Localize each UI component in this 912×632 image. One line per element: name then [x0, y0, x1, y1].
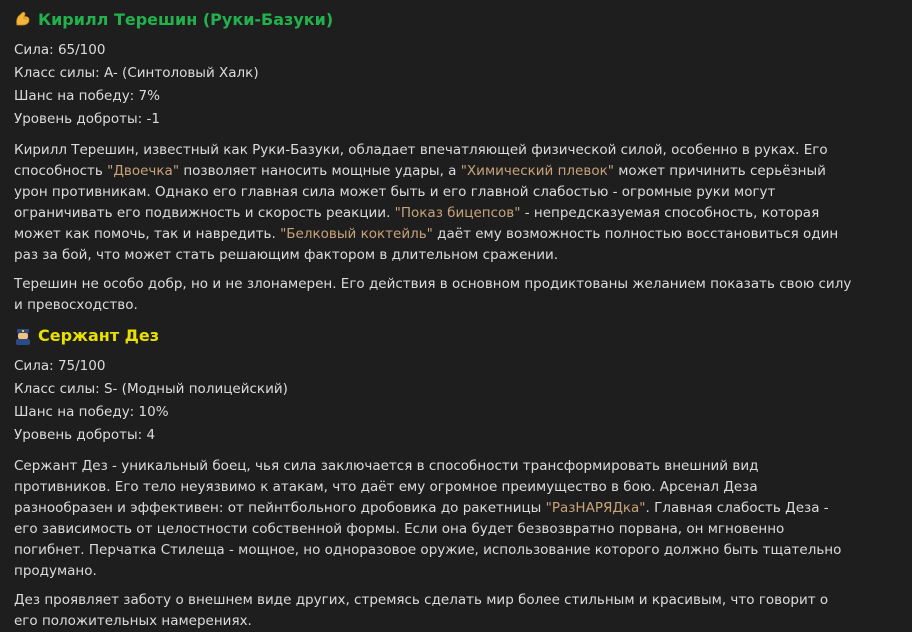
flexed-biceps-icon — [14, 11, 32, 29]
character-card-dez — [14, 324, 852, 632]
description-paragraph — [14, 456, 852, 582]
ability-highlight: "Химический плевок" — [460, 163, 614, 179]
kindness-paragraph: Дез проявляет заботу о внешнем виде других, стремясь сделать мир более стильным и красивым, что говорит о его положительных намерениях. — [14, 592, 829, 629]
ability-highlight: "Белковый коктейль" — [280, 226, 433, 242]
desc-text: Кирилл Терешин, известный как Руки-Базуки, обладает впечатляющей физической силой, особенно в руках. Его способность — [14, 142, 828, 179]
ability-highlight: "Двоечка" — [107, 163, 180, 179]
stat-win-chance: Шанс на победу: 10% — [14, 404, 169, 420]
chat-content — [14, 6, 852, 632]
stat-kindness: Уровень доброты: -1 — [14, 111, 160, 127]
stat-strength: Сила: 65/100 — [14, 42, 106, 58]
kindness-paragraph: Терешин не особо добр, но и не злонамерен. Его действия в основном продиктованы желанием показать свою силу и превосходство. — [14, 276, 852, 313]
character-title — [14, 324, 852, 348]
description-paragraph — [14, 140, 852, 266]
character-card-tereshin — [14, 8, 852, 316]
character-title-text: Кирилл Терешин (Руки-Базуки) — [38, 10, 334, 29]
desc-text: позволяет наносить мощные удары, а — [179, 163, 461, 179]
stat-kindness: Уровень доброты: 4 — [14, 427, 156, 443]
stat-class: Класс силы: A- (Синтоловый Халк) — [14, 65, 259, 81]
police-officer-icon — [14, 327, 32, 345]
character-title — [14, 8, 852, 32]
desc-text: даёт ему возможность полностью восстановиться один раз за бой, что может стать решающим фактором в длительном сражении. — [14, 226, 839, 263]
stat-win-chance: Шанс на победу: 7% — [14, 88, 160, 104]
desc-text: . Главная слабость Деза - его зависимость от целостности собственной формы. Если она будет безвозвратно порвана, он мгновенно погибнет. Перчатка Стилеща - мощное, но одноразовое оружие, использование которого должно быть тщательно продумано. — [14, 500, 842, 579]
stat-strength: Сила: 75/100 — [14, 358, 106, 374]
stat-class: Класс силы: S- (Модный полицейский) — [14, 381, 288, 397]
desc-text: Сержант Дез - уникальный боец, чья сила заключается в способности трансформировать внешний вид противников. Его тело неуязвимо к атакам, что даёт ему огромное преимущество в бою. Арсенал Деза разнообразен и эффективен: от пейнтбольного дробовика до ракетницы — [14, 458, 759, 516]
desc-text: может причинить серьёзный урон противникам. Однако его главная сила может быть и его главной слабостью - огромные руки могут ограничивать его подвижность и скорость реакции. — [14, 163, 826, 221]
character-title-text: Сержант Дез — [38, 326, 160, 345]
ability-highlight: "Показ бицепсов" — [394, 205, 521, 221]
desc-text: - непредсказуемая способность, которая может как помочь, так и навредить. — [14, 205, 820, 242]
ability-highlight: "РазНАРЯДка" — [545, 500, 646, 516]
